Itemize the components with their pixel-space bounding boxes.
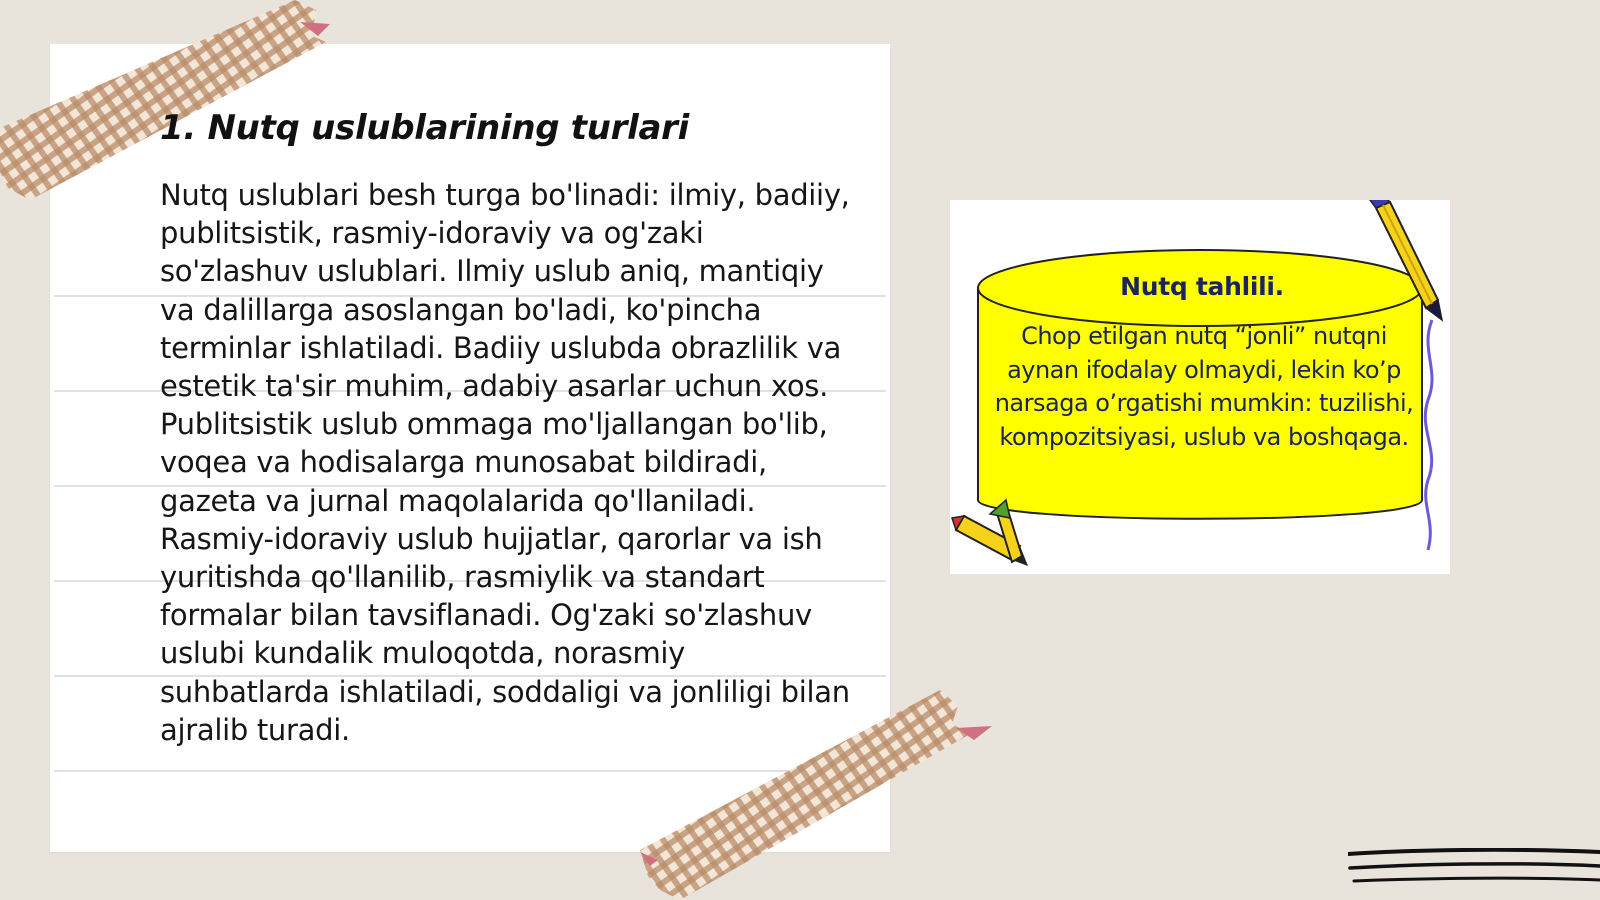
illustration-card (950, 200, 1450, 574)
illustration-text: Chop etilgan nutq “jonli” nutqni aynan ifodalay olmaydi, lekin ko’p narsaga o’rgatishi mumkin: tuzilishi, kompozitsiyasi, uslub va boshqaga. (994, 322, 1414, 451)
slide-heading: 1. Nutq uslublarining turlari (160, 108, 689, 148)
slide-body-text: Nutq uslublari besh turga bo'linadi: ilmiy, badiiy, publitsistik, rasmiy-idoraviy va og'zaki so'zlashuv uslublari. Ilmiy uslub aniq, mantiqiy va dalillarga asoslangan bo'ladi, ko'pincha terminlar ishlatiladi. Badiiy uslubda obrazlilik va estetik ta'sir muhim, adabiy asarlar uchun xos. Publitsistik uslub ommaga mo'ljallangan bo'lib, voqea va hodisalarga munosabat bildiradi, gazeta va jurnal maqolalarida qo'llaniladi. Rasmiy-idoraviy uslub hujjatlar, qarorlar va ish yuritishda qo'llanilib, rasmiylik va standart formalar bilan tavsiflanadi. Og'zaki so'zlashuv uslubi kundalik muloqotda, norasmiy suhbatlarda ishlatiladi, soddaligi va jonliligi bilan ajralib turadi. (160, 178, 850, 747)
decorative-lines (1348, 848, 1600, 888)
text-content (160, 104, 850, 749)
illustration-title: Nutq tahlili. (1120, 272, 1284, 301)
